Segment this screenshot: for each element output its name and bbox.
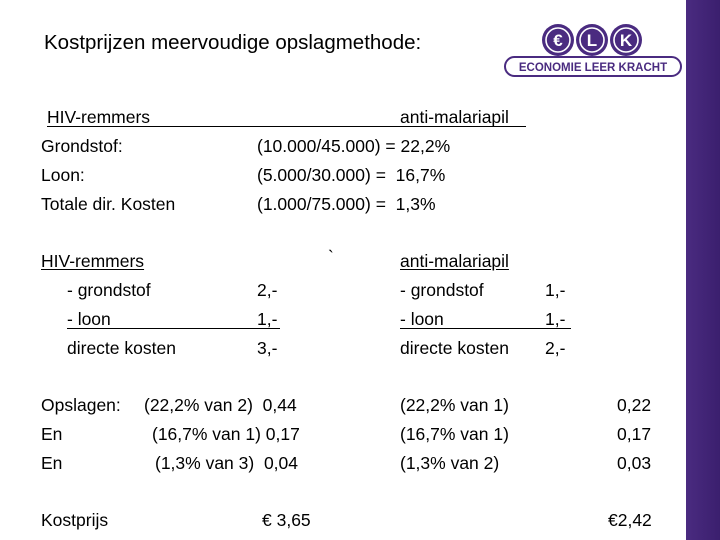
decorative-side-band: [686, 0, 720, 540]
section2-left-label: - grondstof: [67, 280, 151, 300]
section2-right-value: 1,-: [545, 309, 566, 329]
section2-left-value: 1,-: [257, 309, 278, 329]
section3-row-label: En: [41, 424, 63, 444]
section2-right-value: 2,-: [545, 338, 566, 358]
section2-right-label: - loon: [400, 309, 444, 329]
section2-right-subtotal-rule: [400, 328, 571, 329]
section1-hiv-header: HIV-remmers: [47, 107, 151, 127]
section3-right-value: 0,22: [617, 395, 652, 415]
section3-right-value: 0,17: [617, 424, 652, 444]
section1-row-label: Grondstof:: [41, 136, 123, 156]
economie-leer-kracht-logo: [500, 18, 686, 80]
section2-right-value: 1,-: [545, 280, 566, 300]
section2-left-value: 2,-: [257, 280, 278, 300]
logo-coin-euro: [542, 24, 574, 56]
logo-banner-text: ECONOMIE LEER KRACHT: [518, 62, 668, 74]
section2-right-label: - grondstof: [400, 280, 484, 300]
section2-left-subtotal-rule: [67, 328, 280, 329]
section3-right-value: 0,03: [617, 453, 652, 473]
section2-left-value: 3,-: [257, 338, 278, 358]
section2-malaria-header: anti-malariapil: [400, 251, 509, 271]
slide-title: Kostprijzen meervoudige opslagmethode:: [44, 31, 422, 54]
section3-left-calc: (1,3% van 3) 0,04: [155, 453, 298, 473]
section1-row-label: Loon:: [41, 165, 85, 185]
section2-stray-mark: `: [328, 247, 334, 267]
section2-left-label: - loon: [67, 309, 111, 329]
section3-row-label: En: [41, 453, 63, 473]
logo-coin-k: [610, 24, 642, 56]
kostprijs-left-value: € 3,65: [262, 510, 311, 530]
logo-coin-l-text: L: [586, 31, 598, 50]
logo-coin-l: [576, 24, 608, 56]
section2-hiv-header: HIV-remmers: [41, 251, 145, 271]
section1-header-rule: [47, 126, 526, 127]
section3-row-label: Opslagen:: [41, 395, 121, 415]
section2-right-label: directe kosten: [400, 338, 509, 358]
logo-coin-euro-text: €: [553, 31, 563, 50]
section1-row-value: (5.000/30.000) = 16,7%: [257, 165, 446, 185]
section3-right-calc: (1,3% van 2): [400, 453, 500, 473]
section1-row-label: Totale dir. Kosten: [41, 194, 176, 214]
kostprijs-label: Kostprijs: [41, 510, 109, 530]
kostprijs-right-value: €2,42: [608, 510, 652, 530]
section3-right-calc: (22,2% van 1): [400, 395, 509, 415]
section1-row-value: (1.000/75.000) = 1,3%: [257, 194, 436, 214]
section3-left-calc: (22,2% van 2) 0,44: [144, 395, 297, 415]
logo-coin-k-text: K: [619, 31, 633, 50]
section1-malaria-header: anti-malariapil: [400, 107, 509, 127]
section2-left-label: directe kosten: [67, 338, 176, 358]
section3-left-calc: (16,7% van 1) 0,17: [152, 424, 300, 444]
section1-row-value: (10.000/45.000) = 22,2%: [257, 136, 451, 156]
section3-right-calc: (16,7% van 1): [400, 424, 509, 444]
